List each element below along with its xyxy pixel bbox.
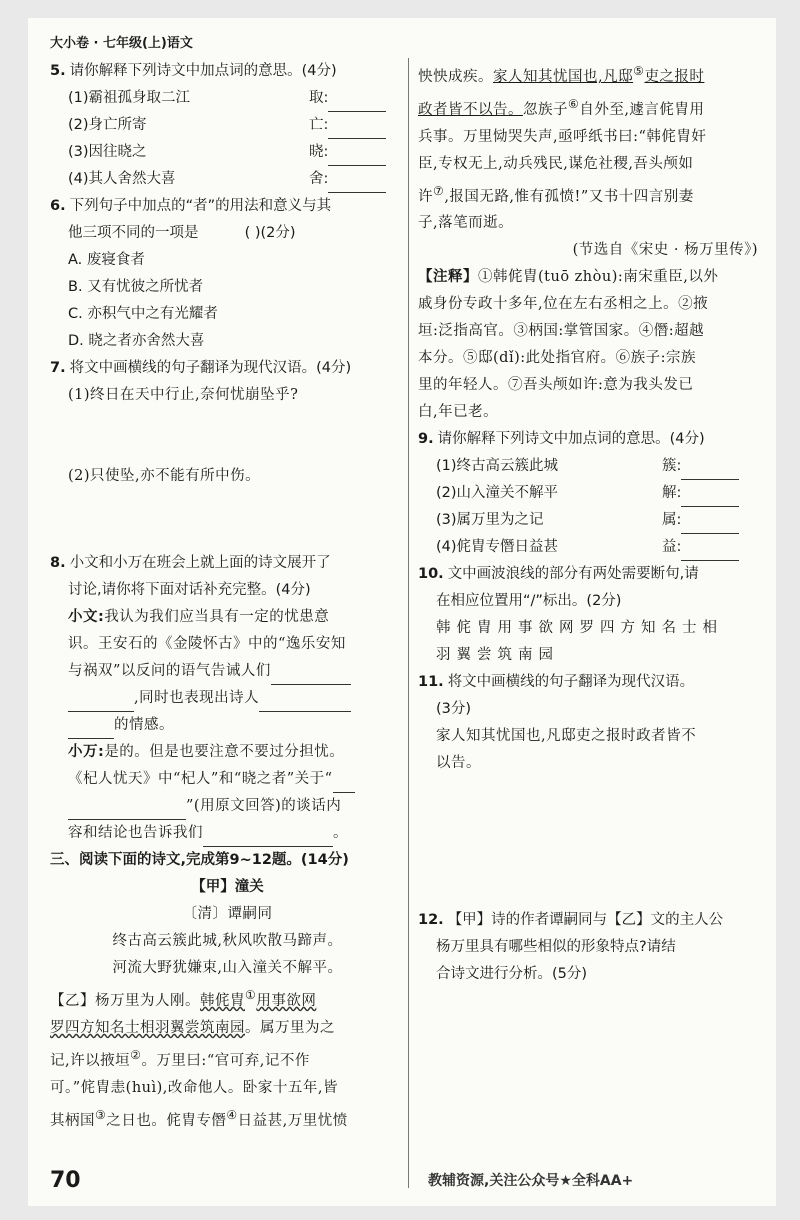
- q8-dialogue-2: 小万:是的。但是也要注意不要过分担忧。: [68, 744, 345, 760]
- answer-blank[interactable]: [68, 805, 186, 820]
- question-11-cont: (3分): [436, 701, 472, 718]
- exam-page: [28, 18, 776, 1206]
- left-column: [50, 58, 405, 1134]
- poem-line-2: 河流大野犹嫌束,山入潼关不解平。: [112, 960, 343, 976]
- q7-sentence-1: (1)终日在天中行止,奈何忧崩坠乎?: [68, 387, 299, 403]
- question-7: 7. 将文中画横线的句子翻译为现代汉语。(4分): [50, 360, 352, 376]
- q10-text-line-2[interactable]: 羽翼尝筑南园: [436, 647, 559, 664]
- q9-item-1: (1)终古高云簇此城 簇:: [418, 453, 758, 480]
- answer-blank[interactable]: [328, 124, 386, 139]
- q6-option-c[interactable]: C. 亦积气中之有光耀者: [68, 306, 218, 322]
- header-title: 大小卷 · 七年级(上)语文: [50, 36, 193, 51]
- q8-dialogue-line: 识。王安石的《金陵怀古》中的“逸乐安知: [68, 636, 346, 652]
- q11-sentence-line-2: 以告。: [436, 755, 481, 772]
- poem-author: 〔清〕谭嗣同: [182, 906, 273, 922]
- passage-line-1: 【乙】杨万里为人刚。韩侂胄①用事欲网: [50, 988, 317, 1009]
- answer-blank[interactable]: [259, 697, 351, 712]
- q11-sentence-line-1: 家人知其忧国也,凡邸吏之报时政者皆不: [436, 728, 697, 745]
- q5-item-2: (2)身亡所寄 亡:: [50, 112, 405, 139]
- answer-blank[interactable]: [333, 778, 355, 793]
- passage-line-9: 臣,专权无上,动兵残民,谋危社稷,吾头颅如: [418, 155, 694, 172]
- passage-line-11: 子,落笔而逝。: [418, 215, 514, 232]
- question-10-cont: 在相应位置用“/”标出。(2分): [436, 593, 622, 610]
- answer-space[interactable]: [50, 409, 405, 463]
- answer-blank[interactable]: [681, 546, 739, 561]
- q5-item-1: (1)霸祖孤身取二江 取:: [50, 85, 405, 112]
- answer-space[interactable]: [50, 490, 405, 550]
- q7-sentence-2: (2)只使坠,亦不能有所中伤。: [68, 468, 261, 484]
- answer-blank[interactable]: [328, 97, 386, 112]
- question-12-cont-2: 合诗文进行分析。(5分): [436, 966, 588, 983]
- note-line-4: 本分。⑤邸(dǐ):此处指官府。⑥族子:宗族: [418, 350, 697, 367]
- passage-source: (节选自《宋史 · 杨万里传》): [572, 242, 758, 259]
- question-6: 6. 下列句子中加点的“者”的用法和意义与其: [50, 198, 332, 214]
- q6-option-b[interactable]: B. 又有忧彼之所忧者: [68, 279, 204, 295]
- question-8-cont: 讨论,请你将下面对话补充完整。(4分): [68, 582, 311, 598]
- question-11: 11. 将文中画横线的句子翻译为现代汉语。: [418, 674, 695, 691]
- passage-line-8: 兵事。万里恸哭失声,亟呼纸书曰:“韩侂胄奸: [418, 128, 707, 145]
- passage-line-2: 罗四方知名士相羽翼尝筑南园。属万里为之: [50, 1019, 335, 1036]
- answer-blank[interactable]: [203, 832, 333, 847]
- column-divider: [408, 58, 409, 1188]
- note-line-1: 【注释】①韩侂胄(tuō zhòu):南宋重臣,以外: [418, 269, 719, 286]
- question-12-cont-1: 杨万里具有哪些相似的形象特点?请结: [436, 939, 676, 956]
- question-9: 9. 请你解释下列诗文中加点词的意思。(4分): [418, 431, 705, 448]
- note-line-6: 白,年已老。: [418, 404, 499, 421]
- passage-line-3: 记,许以掖垣②。万里曰:“官可弃,记不作: [50, 1047, 310, 1069]
- footer-note: 教辅资源,关注公众号★全科AA+: [428, 1173, 634, 1189]
- note-line-2: 戚身份专政十多年,位在左右丞相之上。②掖: [418, 296, 709, 313]
- answer-blank[interactable]: [681, 519, 739, 534]
- note-line-3: 垣:泛指高官。③柄国:掌管国家。④僭:超越: [418, 323, 705, 340]
- q8-dialogue-line: 的情感。: [50, 712, 405, 739]
- q8-dialogue-line: 容和结论也告诉我们 。: [50, 820, 405, 847]
- q6-option-d[interactable]: D. 晓之者亦舍然大喜: [68, 333, 205, 349]
- answer-blank[interactable]: [681, 492, 739, 507]
- answer-blank[interactable]: [68, 697, 134, 712]
- question-12: 12. 【甲】诗的作者谭嗣同与【乙】文的主人公: [418, 912, 724, 929]
- page-number: 70: [50, 1168, 81, 1193]
- answer-space[interactable]: [418, 777, 758, 907]
- poem-line-1: 终古高云簇此城,秋风吹散马蹄声。: [112, 933, 343, 949]
- passage-line-4: 可。”侂胄恚(huì),改命他人。卧家十五年,皆: [50, 1079, 339, 1096]
- question-6-cont: 他三项不同的一项是 ( )(2分): [68, 225, 296, 241]
- question-8: 8. 小文和小万在班会上就上面的诗文展开了: [50, 555, 331, 571]
- q9-item-3: (3)属万里为之记 属:: [418, 507, 758, 534]
- passage-line-6: 怏怏成疾。家人知其忧国也,凡邸⑤吏之报时: [418, 64, 705, 85]
- q5-item-3: (3)因往晓之 晓:: [50, 139, 405, 166]
- q6-option-a[interactable]: A. 废寝食者: [68, 252, 145, 268]
- answer-blank[interactable]: [681, 465, 739, 480]
- q9-item-4: (4)侂胄专僭日益甚 益:: [418, 534, 758, 561]
- answer-blank[interactable]: [68, 724, 114, 739]
- answer-blank[interactable]: [328, 151, 386, 166]
- q8-dialogue-line: ,同时也表现出诗人: [50, 685, 405, 712]
- question-5: 5. 请你解释下列诗文中加点词的意思。(4分): [50, 63, 337, 79]
- q8-dialogue-line: 与祸双”以反问的语气告诫人们: [50, 658, 405, 685]
- q8-dialogue-line: ”(用原文回答)的谈话内: [50, 793, 405, 820]
- section-3-title: 三、阅读下面的诗文,完成第9~12题。(14分): [50, 852, 349, 868]
- q9-item-2: (2)山入潼关不解平 解:: [418, 480, 758, 507]
- q10-text-line-1[interactable]: 韩侂胄用事欲网罗四方知名士相: [436, 620, 723, 637]
- q5-item-4: (4)其人舍然大喜 舍:: [50, 166, 405, 193]
- answer-blank[interactable]: [328, 178, 386, 193]
- right-column: [418, 58, 758, 988]
- note-line-5: 里的年轻人。⑦吾头颅如许:意为我头发已: [418, 377, 694, 394]
- answer-blank[interactable]: [271, 670, 351, 685]
- passage-line-10: 许⑦,报国无路,惟有孤愤!”又书十四言别妻: [418, 183, 694, 205]
- q8-dialogue-line: 《杞人忧天》中“杞人”和“晓之者”关于“: [50, 766, 405, 793]
- question-10: 10. 文中画波浪线的部分有两处需要断句,请: [418, 566, 699, 583]
- q8-dialogue-1: 小文:我认为我们应当具有一定的忧患意: [68, 609, 330, 625]
- passage-line-5: 其柄国③之日也。侂胄专僭④日益甚,万里忧愤: [50, 1107, 348, 1129]
- poem-title: 【甲】潼关: [191, 879, 264, 895]
- passage-line-7: 政者皆不以告。忽族子⑥自外至,遽言侂胄用: [418, 96, 705, 118]
